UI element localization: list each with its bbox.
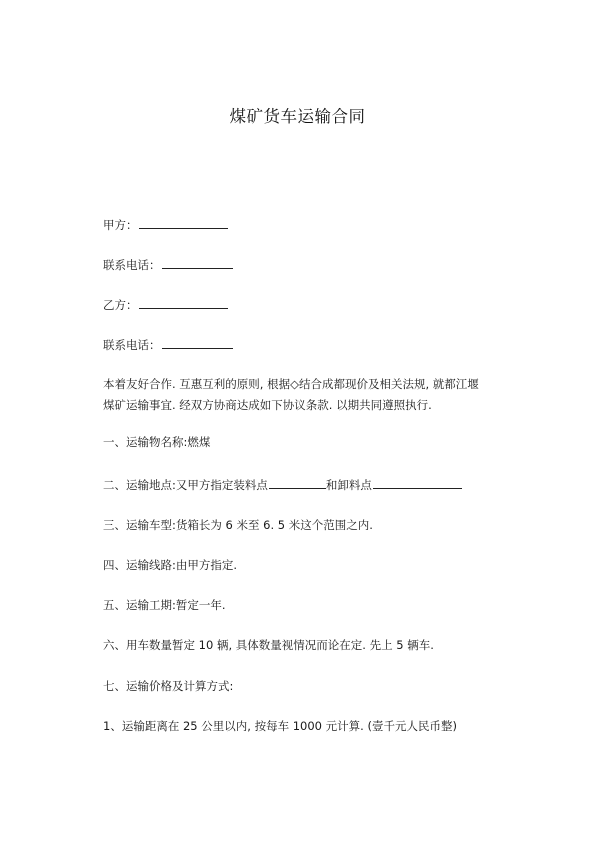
party-a-blank (139, 216, 228, 229)
clause-3: 三、运输车型:货箱长为 6 米至 6. 5 米这个范围之内. (103, 518, 373, 532)
clause-2-prefix: 二、运输地点:又甲方指定装料点 (103, 478, 268, 492)
party-a-label: 甲方： (103, 218, 138, 232)
clause-2-middle: 和卸料点 (325, 478, 372, 492)
party-b-phone-label: 联系电话： (103, 338, 161, 352)
party-b-line (103, 296, 228, 313)
party-b-label: 乙方： (103, 298, 138, 312)
party-a-phone-blank (162, 256, 233, 269)
clause-6: 六、用车数量暂定 10 辆, 具体数量视情况而论在定. 先上 5 辆车. (103, 638, 434, 652)
unloading-point-blank (373, 476, 462, 489)
clause-4: 四、运输线路:由甲方指定. (103, 558, 238, 572)
loading-point-blank (269, 476, 326, 489)
clause-2 (103, 476, 462, 493)
party-b-phone-blank (162, 336, 233, 349)
party-b-phone-line (103, 336, 233, 353)
document-title: 煤矿货车运输合同 (229, 107, 366, 126)
party-a-phone-line (103, 256, 233, 273)
intro-paragraph: 本着友好合作. 互惠互利的原则, 根据◇结合成都现价及相关法规, 就都江堰煤矿运输事宜. 经双方协商达成如下协议条款. 以期共同遵照执行. (103, 377, 479, 412)
party-b-blank (139, 296, 228, 309)
clause-1: 一、运输物名称:燃煤 (103, 435, 211, 449)
party-a-phone-label: 联系电话： (103, 258, 161, 272)
party-a-line (103, 216, 228, 233)
clause-7-item-1: 1、运输距离在 25 公里以内, 按每车 1000 元计算. (壹千元人民币整) (103, 719, 457, 733)
clause-7: 七、运输价格及计算方式: (103, 679, 234, 693)
clause-5: 五、运输工期:暂定一年. (103, 598, 226, 612)
